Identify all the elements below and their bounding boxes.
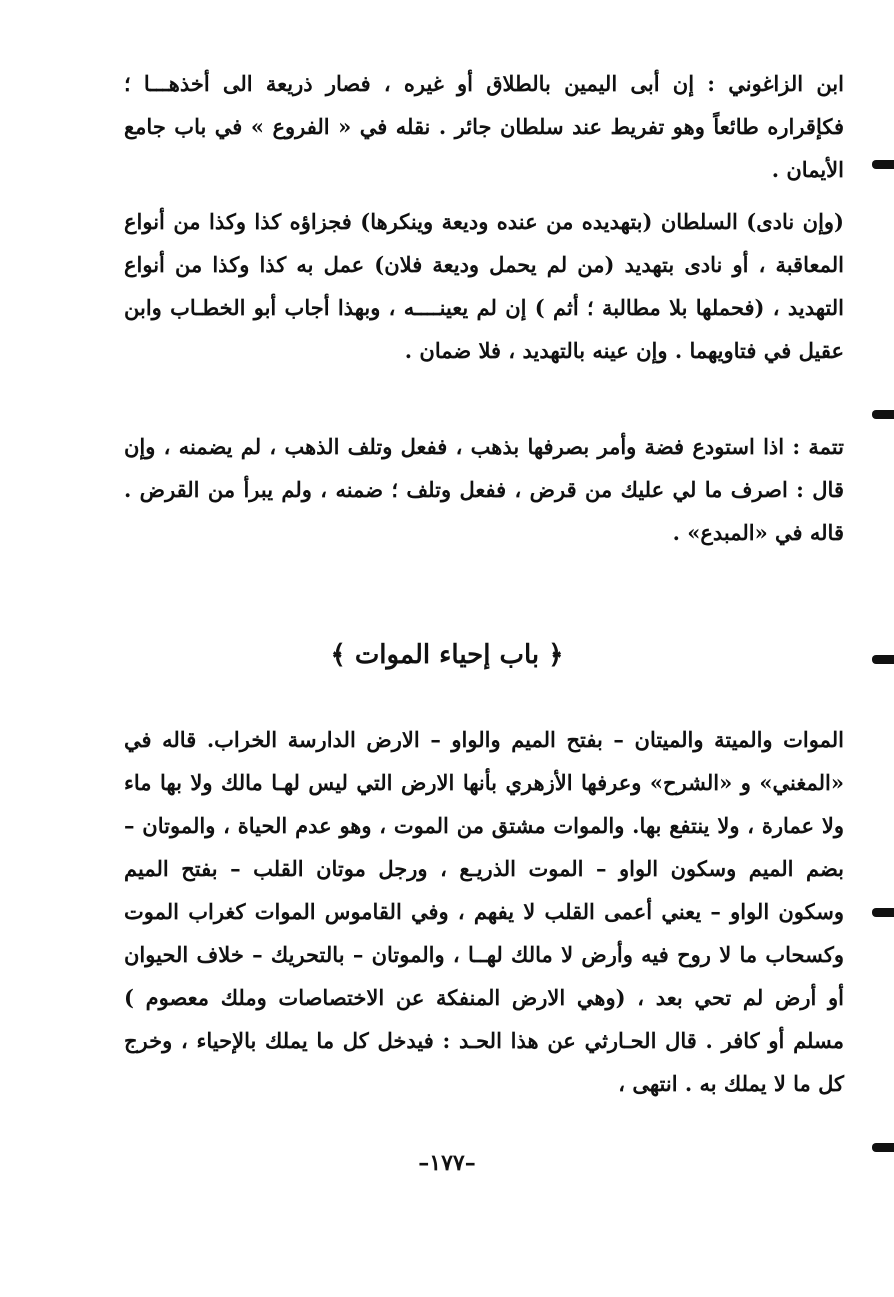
page-edge-mark — [872, 160, 894, 169]
page-edge-mark — [872, 1143, 894, 1152]
paragraph-sultan-deposit — [124, 200, 844, 372]
page-number: –١٧٧– — [418, 1150, 476, 1176]
page-edge-mark — [872, 908, 894, 917]
paragraph-text: الموات والميتة والميتان – بفتح الميم والواو – الارض الدارسة الخراب. قاله في «المغني» و «الشرح» وعرفها الأزهري بأنها الارض التي ليس لهـا مالك ولا بها ماء ولا عمارة ، ولا ينتفع بها. والموات مشتق من الموت ، وهو عدم الحياة ، والموتان – بضم الميم وسكون الواو – الموت الذريـع ، ورجل موتان القلب – بفتح الميم وسكون الواو – يعني أعمى القلب لا يفهم ، وفي القاموس الموات كغراب الموت وكسحاب ما لا روح فيه وأرض لا مالك لهــا ، والموتان – بالتحريك – خلاف الحيوان أو أرض لم تحي بعد ، (وهي الارض المنفكة عن الاختصاصات وملك معصوم ) مسلم أو كافر . قال الحـارثي عن هذا الحـد : فيدخل كل ما يملك بالإحياء ، وخرج كل ما لا يملك به . انتهى ، — [124, 727, 844, 1096]
paragraph-text: ابن الزاغوني : إن أبى اليمين بالطلاق أو غيره ، فصار ذريعة الى أخذهـــا ؛ فكإقراره طائعاً وهو تفريط عند سلطان جائر . نقله في « الفروع » في باب جامع الأيمان . — [124, 71, 844, 182]
paragraph-tatimma — [124, 425, 844, 554]
paragraph-text: تتمة : اذا استودع فضة وأمر بصرفها بذهب ، ففعل وتلف الذهب ، لم يضمنه ، وإن قال : اصرف ما لي عليك من قرض ، ففعل وتلف ؛ ضمنه ، ولم يبرأ من القرض . قاله في «المبدع» . — [124, 434, 844, 545]
paragraph-zaghouni — [124, 62, 844, 191]
paragraph-mawat-definition — [124, 718, 844, 1105]
paragraph-text: (وإن نادى) السلطان (بتهديده من عنده وديعة وينكرها) فجزاؤه كذا وكذا من أنواع المعاقبة ، أو نادى بتهديد (من لم يحمل وديعة فلان) عمل به كذا وكذا من أنواع التهديد ، (فحملها بلا مطالبة ؛ أثم ) إن لم يعينــــه ، وبهذا أجاب أبو الخطـاب وابن عقيل في فتاويهما . وإن عينه بالتهديد ، فلا ضمان . — [124, 209, 844, 363]
page-edge-mark — [872, 410, 894, 419]
chapter-heading: ﴿ باب إحياء الموات ﴾ — [330, 640, 564, 670]
page-edge-mark — [872, 655, 894, 664]
